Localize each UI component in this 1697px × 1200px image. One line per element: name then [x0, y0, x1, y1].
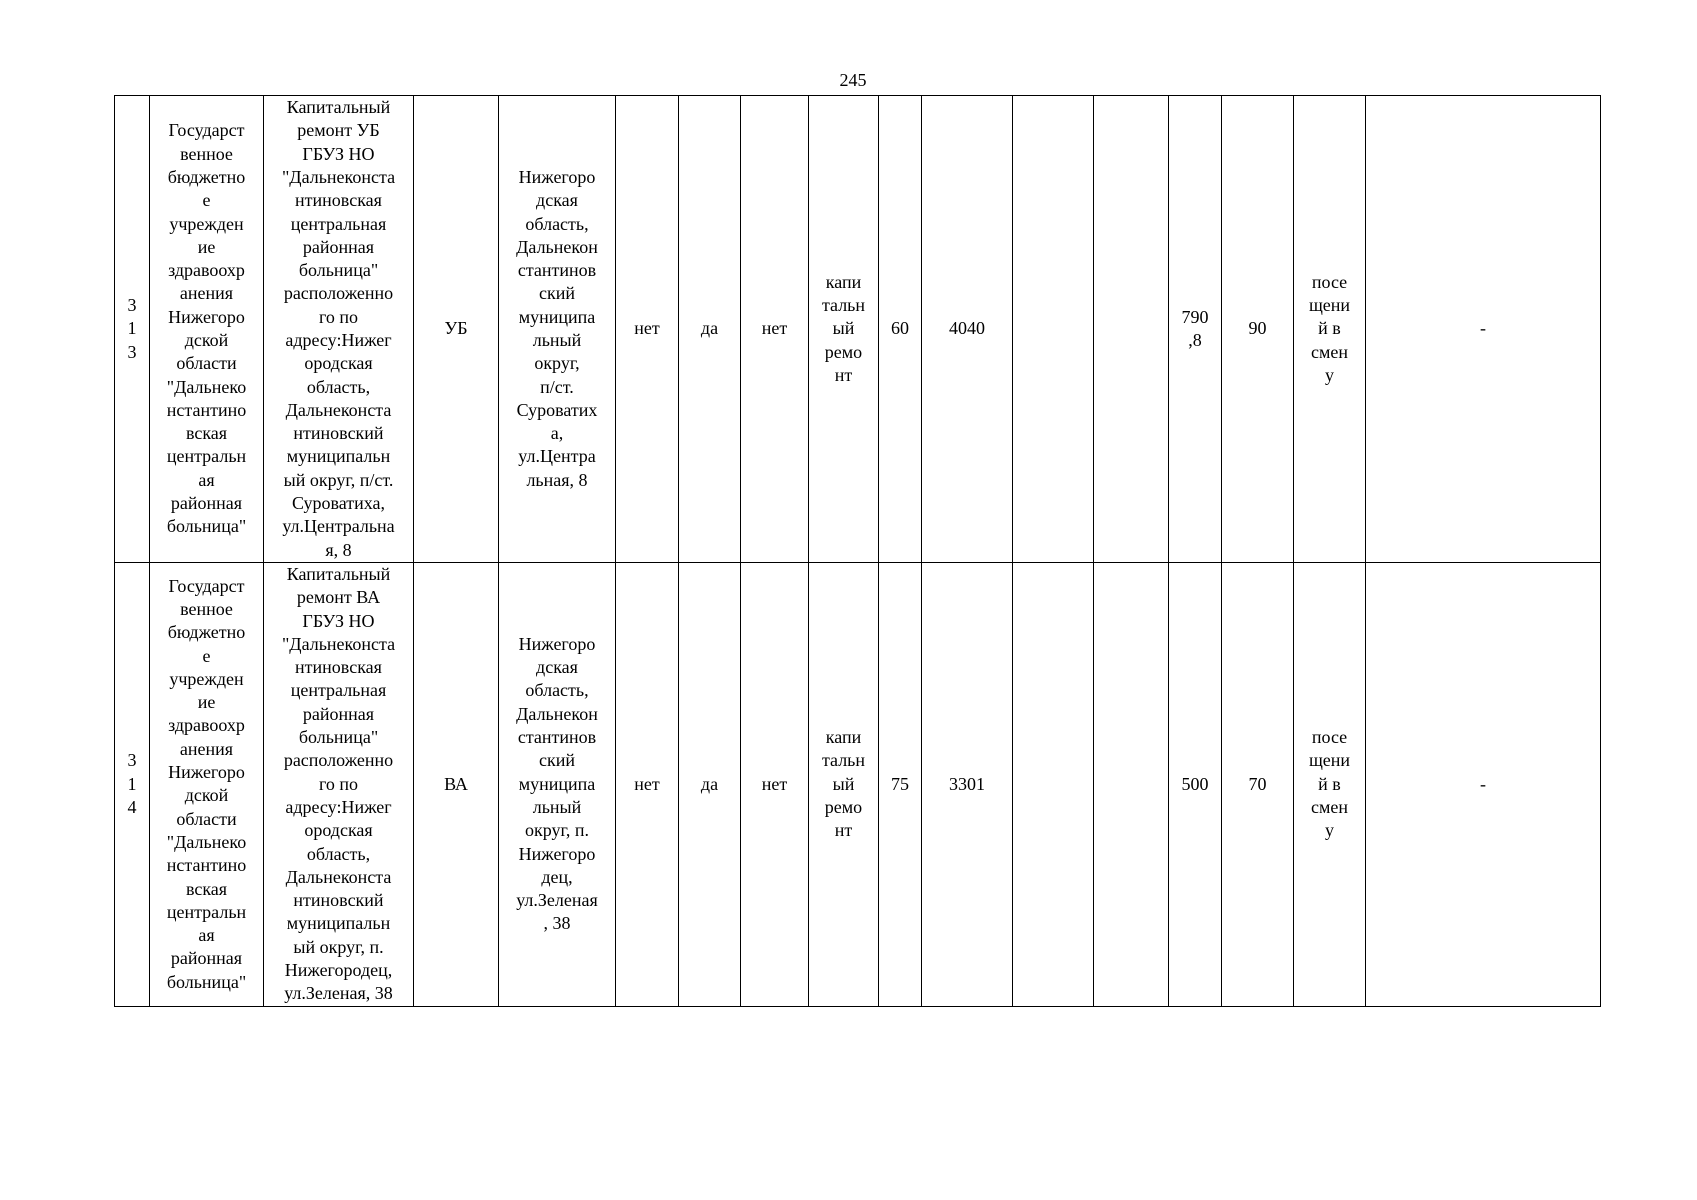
organization-cell: Государст венное бюджетно е учрежден ие здравоохр анения Нижегоро дской области "Дальнеко нстантино вская центральн ая районная больница" [150, 96, 264, 563]
object-code-cell: УБ [414, 96, 499, 563]
value-cell-3: 790 ,8 [1169, 96, 1222, 563]
work-type-cell: капи тальн ый ремо нт [809, 563, 879, 1007]
empty-cell-2 [1094, 563, 1169, 1007]
flag-cell-2: да [679, 96, 741, 563]
address-cell: Нижегоро дская область, Дальнекон стантинов ский муниципа льный округ, п. Нижегоро дец, ул.Зеленая , 38 [499, 563, 616, 1007]
value-cell-2: 3301 [922, 563, 1013, 1007]
capacity-cell: 90 [1222, 96, 1294, 563]
row-number-cell: 3 1 4 [115, 563, 150, 1007]
table-row [115, 96, 1601, 563]
flag-cell-2: да [679, 563, 741, 1007]
capacity-cell: 70 [1222, 563, 1294, 1007]
capacity-unit-cell: посе щени й в смен у [1294, 563, 1366, 1007]
value-cell-2: 4040 [922, 96, 1013, 563]
object-description-cell: Капитальный ремонт УБ ГБУЗ НО "Дальнеконста нтиновская центральная районная больница" расположенно го по адресу:Нижег ородская область, Дальнеконста нтиновский муниципальн ый округ, п/ст. Суроватиха, ул.Центральна я, 8 [264, 96, 414, 563]
flag-cell-1: нет [616, 96, 679, 563]
flag-cell-3: нет [741, 563, 809, 1007]
value-cell-1: 75 [879, 563, 922, 1007]
object-register-table [114, 95, 1601, 1007]
object-description-cell: Капитальный ремонт ВА ГБУЗ НО "Дальнеконста нтиновская центральная районная больница" расположенно го по адресу:Нижег ородская область, Дальнеконста нтиновский муниципальн ый округ, п. Нижегородец, ул.Зеленая, 38 [264, 563, 414, 1007]
object-code-cell: ВА [414, 563, 499, 1007]
flag-cell-3: нет [741, 96, 809, 563]
value-cell-1: 60 [879, 96, 922, 563]
row-number-cell: 3 1 3 [115, 96, 150, 563]
empty-cell-2 [1094, 96, 1169, 563]
flag-cell-1: нет [616, 563, 679, 1007]
organization-cell: Государст венное бюджетно е учрежден ие здравоохр анения Нижегоро дской области "Дальнеко нстантино вская центральн ая районная больница" [150, 563, 264, 1007]
address-cell: Нижегоро дская область, Дальнекон стантинов ский муниципа льный округ, п/ст. Суроватих а, ул.Центра льная, 8 [499, 96, 616, 563]
note-cell: - [1366, 563, 1601, 1007]
empty-cell-1 [1013, 563, 1094, 1007]
value-cell-3: 500 [1169, 563, 1222, 1007]
capacity-unit-cell: посе щени й в смен у [1294, 96, 1366, 563]
table-row [115, 563, 1601, 1007]
empty-cell-1 [1013, 96, 1094, 563]
page-number: 245 [839, 70, 867, 90]
note-cell: - [1366, 96, 1601, 563]
work-type-cell: капи тальн ый ремо нт [809, 96, 879, 563]
